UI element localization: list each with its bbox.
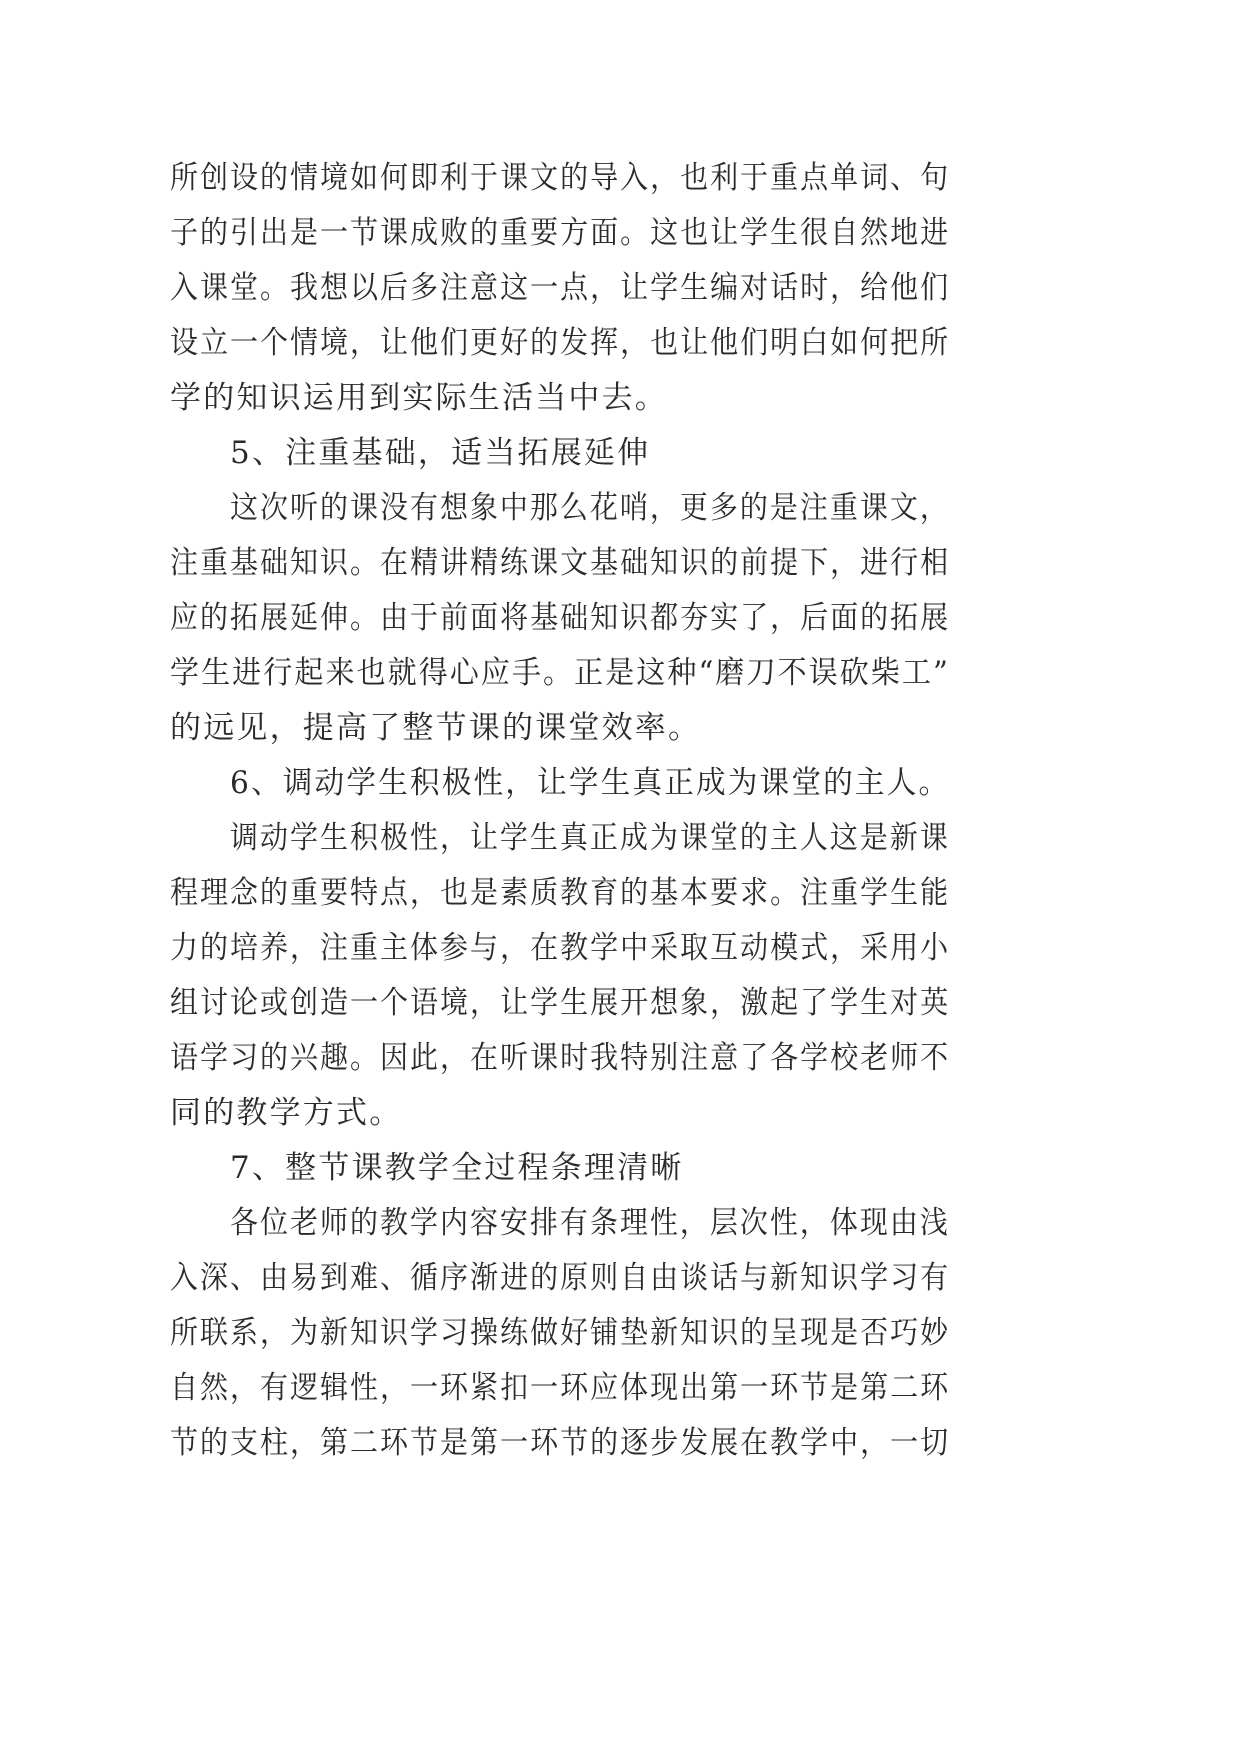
text-line: 子的引出是一节课成败的重要方面。这也让学生很自然地进: [170, 215, 951, 251]
text-line: 程理念的重要特点，也是素质教育的基本要求。注重学生能: [170, 875, 951, 911]
text-line: 语学习的兴趣。因此，在听课时我特别注意了各学校老师不: [170, 1040, 951, 1076]
text-line: 力的培养，注重主体参与，在教学中采取互动模式，采用小: [170, 930, 951, 966]
text-line: 学生进行起来也就得心应手。正是这种“磨刀不误砍柴工”: [170, 655, 950, 691]
text-line: 的远见，提高了整节课的课堂效率。: [170, 710, 702, 746]
text-line: 调动学生积极性，让学生真正成为课堂的主人这是新课: [230, 820, 950, 856]
text-line: 应的拓展延伸。由于前面将基础知识都夯实了，后面的拓展: [170, 600, 951, 636]
text-line: 注重基础知识。在精讲精练课文基础知识的前提下，进行相: [170, 545, 951, 581]
text-line: 各位老师的教学内容安排有条理性，层次性，体现由浅: [230, 1205, 950, 1241]
section-heading: 5、注重基础，适当拓展延伸: [230, 435, 651, 471]
text-line: 所创设的情境如何即利于课文的导入，也利于重点单词、句: [170, 160, 951, 196]
text-line: 入课堂。我想以后多注意这一点，让学生编对话时，给他们: [170, 270, 951, 306]
text-line: 学的知识运用到实际生活当中去。: [170, 380, 668, 416]
text-line: 组讨论或创造一个语境，让学生展开想象，激起了学生对英: [170, 985, 951, 1021]
text-line: 同的教学方式。: [170, 1095, 403, 1131]
text-line: 这次听的课没有想象中那么花哨，更多的是注重课文，: [230, 490, 950, 526]
text-line: 所联系，为新知识学习操练做好铺垫新知识的呈现是否巧妙: [170, 1315, 951, 1351]
section-heading: 6、调动学生积极性，让学生真正成为课堂的主人。: [230, 765, 951, 801]
text-line: 入深、由易到难、循序渐进的原则自由谈话与新知识学习有: [170, 1260, 951, 1296]
text-line: 自然，有逻辑性，一环紧扣一环应体现出第一环节是第二环: [170, 1370, 951, 1406]
section-heading: 7、整节课教学全过程条理清晰: [230, 1150, 684, 1186]
text-line: 节的支柱，第二环节是第一环节的逐步发展在教学中，一切: [170, 1425, 951, 1461]
text-line: 设立一个情境，让他们更好的发挥，也让他们明白如何把所: [170, 325, 951, 361]
